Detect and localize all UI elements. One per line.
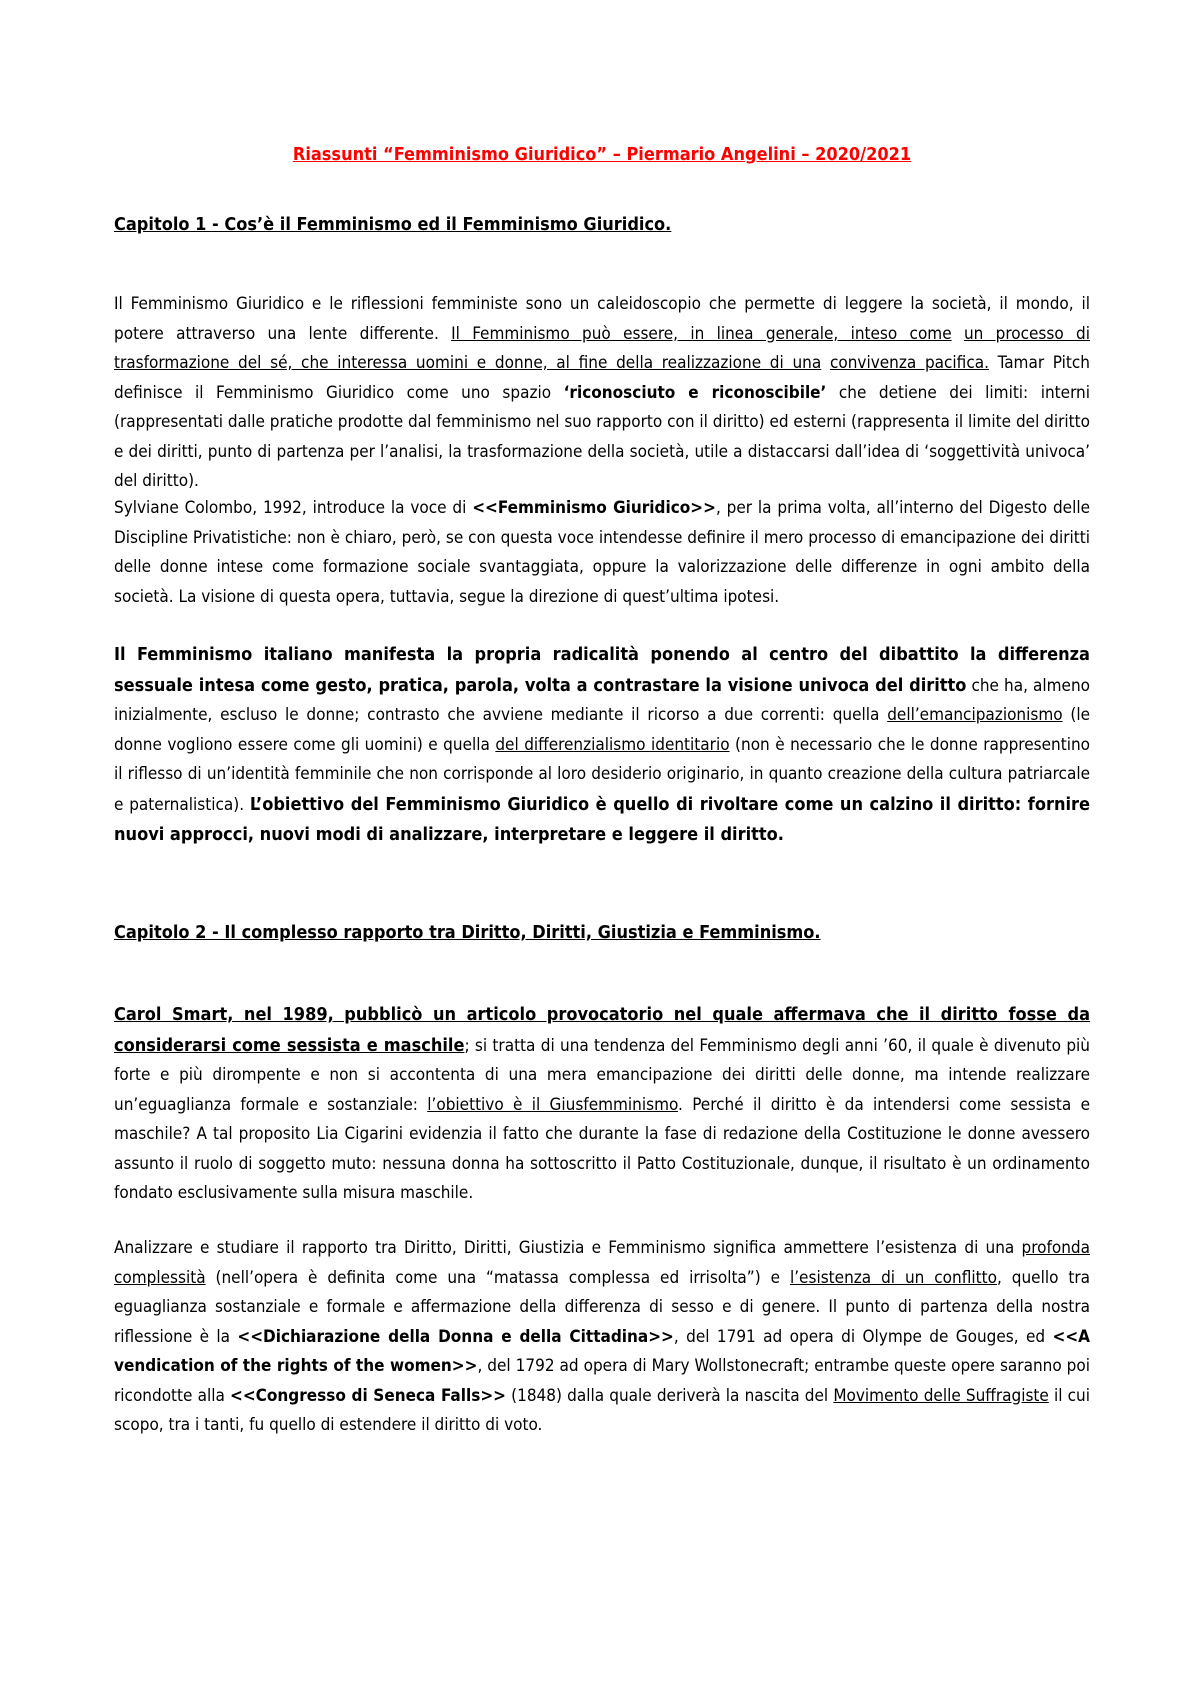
bold-text: <<Congresso di Seneca Falls>> (230, 1385, 506, 1406)
bold-text: ‘riconosciuto e riconoscibile’ (563, 382, 827, 403)
chapter-1-paragraph-1 (114, 290, 1090, 497)
text-run: , quello tra eguaglianza sostanziale e formale e affermazione della differenza di sesso e di genere. Il punto di partenza della nostra riflessione è la (114, 1267, 1090, 1347)
underlined-text: convivenza pacifica. (829, 353, 989, 373)
bold-text: <<Femminismo Giuridico>> (472, 498, 716, 518)
underlined-text: profonda complessità (114, 1238, 1090, 1288)
underlined-text: dell’emancipazionismo (887, 705, 1063, 725)
text-run (952, 324, 964, 344)
underlined-text: l’obiettivo è il Giusfemminismo (427, 1094, 679, 1115)
chapter-2-heading: Capitolo 2 - Il complesso rapporto tra Diritto, Diritti, Giustizia e Femminismo. (114, 922, 821, 943)
text-run: (nell’opera è definita come una “matassa complessa ed irrisolta”) e (205, 1267, 790, 1288)
text-run (821, 353, 830, 373)
text-run: Analizzare e studiare il rapporto tra Diritto, Diritti, Giustizia e Femminismo significa ammettere l’esistenza di una (114, 1238, 1022, 1258)
chapter-2-paragraph-2 (114, 1234, 1090, 1441)
underlined-text: del differenzialismo identitario (495, 734, 730, 755)
bold-text: Il Femminismo italiano manifesta la propria radicalità ponendo al centro del dibattito la differenza sessuale intesa come gesto, pratica, parola, volta a contrastare la visione univoca del diritto (114, 644, 1090, 696)
text-run: , per la prima volta, all’interno del Digesto delle Discipline Privatistiche: non è chiaro, però, se con questa voce intendesse definire il mero processo di emancipazione dei diritti delle donne intese come formazione sociale svantaggiata, oppure la valorizzazione delle differenze in ogni ambito della società. La visione di questa opera, tuttavia, segue la direzione di quest’ultima ipotesi. (114, 498, 1090, 607)
underlined-text: un processo di trasformazione del sé, che interessa uomini e donne, al fine della realizzazione di una (114, 323, 1090, 373)
text-run: , del 1791 ad opera di Olympe de Gouges, ed (673, 1326, 1053, 1347)
underlined-text: l’esistenza di un conflitto (789, 1267, 997, 1288)
bold-underlined-text: Carol Smart, nel 1989, pubblicò un articolo provocatorio nel quale affermava che il diritto fosse da considerarsi come sessista e maschile (114, 1004, 1090, 1056)
chapter-2-paragraph-1 (114, 1000, 1090, 1209)
bold-text: L’obiettivo del Femminismo Giuridico è quello di rivoltare come un calzino il diritto: fornire nuovi approcci, nuovi modi di analizzare, interpretare e leggere il diritto. (114, 793, 1091, 845)
text-run: (le donne vogliono essere come gli uomini) e quella (114, 705, 1090, 755)
text-run: Il Femminismo Giuridico e le riflessioni femministe sono un caleidoscopio che permette di leggere la società, il mondo, il potere attraverso una lente differente. (114, 294, 1090, 344)
text-run: che ha, almeno inizialmente, escluso le donne; contrasto che avviene mediante il ricorso a due correnti: quella (114, 675, 1090, 725)
chapter-1-paragraph-3 (114, 640, 1090, 851)
text-run: Sylviane Colombo, 1992, introduce la voce di (114, 498, 473, 518)
text-run: . Perché il diritto è da intendersi come sessista e maschile? A tal proposito Lia Cigarini evidenzia il fatto che durante la fase di redazione della Costituzione le donne avessero assunto il ruolo di soggetto muto: nessuna donna ha sottoscritto il Patto Costituzionale, dunque, il risultato è un ordinamento fondato esclusivamente sulla misura maschile. (114, 1094, 1090, 1203)
chapter-1-heading: Capitolo 1 - Cos’è il Femminismo ed il Femminismo Giuridico. (114, 214, 672, 235)
chapter-1-paragraph-2 (114, 494, 1090, 612)
text-run: il cui scopo, tra i tanti, fu quello di estendere il diritto di voto. (114, 1385, 1090, 1435)
underlined-text: Il Femminismo può essere, in linea generale, inteso come (451, 323, 952, 344)
text-run: (1848) dalla quale deriverà la nascita del (505, 1385, 834, 1406)
text-run: , del 1792 ad opera di Mary Wollstonecraft; entrambe queste opere saranno poi ricondotte alla (114, 1356, 1090, 1406)
text-run: (non è necessario che le donne rappresentino il riflesso di un’identità femminile che non corrisponde al loro desiderio originario, in quanto creazione della cultura patriarcale e paternalistica). (114, 734, 1090, 815)
text-run: ; si tratta di una tendenza del Femminismo degli anni ’60, il quale è divenuto più forte e più dirompente e non si accontenta di una mera emancipazione dei diritti delle donne, ma intende realizzare un’eguaglianza formale e sostanziale: (114, 1035, 1090, 1115)
underlined-text: Movimento delle Suffragiste (833, 1385, 1049, 1406)
text-run: che detiene dei limiti: interni (rappresentati dalle pratiche prodotte dal femminismo nel suo rapporto con il diritto) ed esterni (rappresenta il limite del diritto e dei diritti, punto di partenza per l’analisi, la trasformazione della società, utile a distaccarsi dall’idea di ‘soggettività univoca’ del diritto). (114, 382, 1091, 491)
bold-text: <<Dichiarazione della Donna e della Cittadina>> (237, 1326, 674, 1347)
text-run: Tamar Pitch definisce il Femminismo Giuridico come uno spazio (114, 353, 1091, 403)
document-title: Riassunti “Femminismo Giuridico” – Piermario Angelini – 2020/2021 (292, 144, 912, 165)
bold-text: <<A vendication of the rights of the women>> (114, 1326, 1090, 1376)
